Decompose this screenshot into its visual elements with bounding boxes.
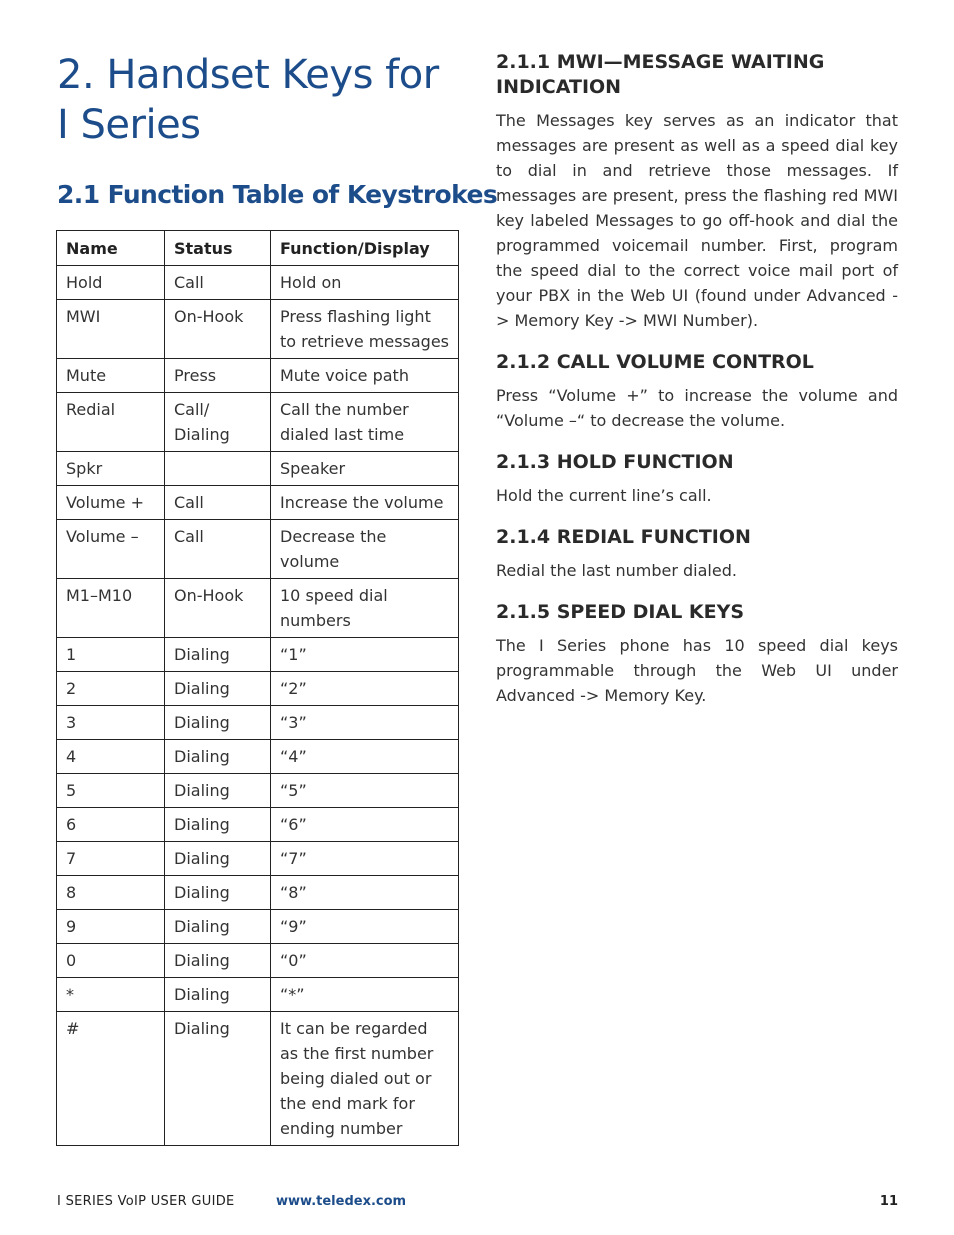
table-row — [57, 1012, 459, 1146]
cell-function: Decrease the volume — [271, 520, 459, 579]
table-row — [57, 706, 459, 740]
cell-name: 9 — [57, 910, 165, 944]
cell-name: 1 — [57, 638, 165, 672]
cell-name: 2 — [57, 672, 165, 706]
subsection-speed-dial — [496, 600, 898, 708]
cell-function: “5” — [271, 774, 459, 808]
subsection-body: The Messages key serves as an indicator that messages are present as well as a speed dial key to dial in and retrieve those messages. If messages are present, press the flashing red MWI key labeled Messages to go off-hook and dial the programmed voicemail number. First, program the speed dial to the correct voice mail port of your PBX in the Web UI (found under Advanced -> Memory Key -> MWI Number). — [496, 111, 898, 330]
cell-status: Dialing — [165, 876, 271, 910]
cell-name: Volume + — [57, 486, 165, 520]
cell-name: # — [57, 1012, 165, 1146]
subsection-heading: 2.1.2 CALL VOLUME CONTROL — [496, 351, 814, 373]
cell-function: Press flashing light to retrieve messages — [271, 300, 459, 359]
subsection-heading: 2.1.4 REDIAL FUNCTION — [496, 526, 751, 548]
cell-status: Call/ Dialing — [165, 393, 271, 452]
cell-name: 7 — [57, 842, 165, 876]
cell-name: MWI — [57, 300, 165, 359]
table-row — [57, 740, 459, 774]
cell-function: “*” — [271, 978, 459, 1012]
cell-name: 8 — [57, 876, 165, 910]
cell-status: Dialing — [165, 910, 271, 944]
page-footer — [57, 1194, 898, 1214]
subsection-call-volume — [496, 350, 898, 433]
cell-function: “2” — [271, 672, 459, 706]
table-header-row — [57, 231, 459, 266]
table-row — [57, 944, 459, 978]
cell-status: On-Hook — [165, 579, 271, 638]
table-row — [57, 774, 459, 808]
cell-function: Speaker — [271, 452, 459, 486]
cell-name: Volume – — [57, 520, 165, 579]
cell-function: “3” — [271, 706, 459, 740]
subsection-redial — [496, 525, 898, 583]
subsection-body: The I Series phone has 10 speed dial keys programmable through the Web UI under Advanced -> Memory Key. — [496, 636, 898, 705]
cell-name: * — [57, 978, 165, 1012]
cell-function: Mute voice path — [271, 359, 459, 393]
subsection-mwi — [496, 50, 898, 333]
subsection-body: Redial the last number dialed. — [496, 561, 737, 580]
cell-status — [165, 452, 271, 486]
cell-name: M1–M10 — [57, 579, 165, 638]
column-header-function: Function/Display — [271, 231, 459, 266]
cell-status: Dialing — [165, 740, 271, 774]
page-number: 11 — [879, 1194, 898, 1209]
cell-name: 0 — [57, 944, 165, 978]
table-row — [57, 393, 459, 452]
cell-function: It can be regarded as the first number being dialed out or the end mark for ending number — [271, 1012, 459, 1146]
table-row — [57, 486, 459, 520]
table-row — [57, 672, 459, 706]
cell-name: Spkr — [57, 452, 165, 486]
table-row — [57, 978, 459, 1012]
cell-name: Mute — [57, 359, 165, 393]
table-body — [57, 266, 459, 1146]
cell-name: Hold — [57, 266, 165, 300]
table-row — [57, 638, 459, 672]
right-column — [496, 50, 898, 725]
page-title-line-1: 2. Handset Keys for — [57, 52, 439, 98]
table-row — [57, 266, 459, 300]
table-row — [57, 579, 459, 638]
footer-guide-title: I SERIES VoIP USER GUIDE — [57, 1194, 235, 1209]
cell-function: “9” — [271, 910, 459, 944]
cell-status: On-Hook — [165, 300, 271, 359]
footer-url[interactable]: www.teledex.com — [276, 1194, 407, 1209]
table-row — [57, 359, 459, 393]
cell-status: Dialing — [165, 978, 271, 1012]
cell-status: Dialing — [165, 774, 271, 808]
cell-name: 5 — [57, 774, 165, 808]
column-header-name: Name — [57, 231, 165, 266]
page-title — [57, 50, 439, 150]
cell-status: Dialing — [165, 638, 271, 672]
cell-function: Call the number dialed last time — [271, 393, 459, 452]
cell-function: “0” — [271, 944, 459, 978]
cell-function: “4” — [271, 740, 459, 774]
subsection-heading: 2.1.1 MWI—MESSAGE WAITING INDICATION — [496, 51, 825, 98]
keystroke-table — [56, 230, 459, 1146]
cell-status: Call — [165, 266, 271, 300]
table-row — [57, 910, 459, 944]
table-row — [57, 452, 459, 486]
table-row — [57, 300, 459, 359]
cell-function: Hold on — [271, 266, 459, 300]
cell-status: Dialing — [165, 672, 271, 706]
column-header-status: Status — [165, 231, 271, 266]
cell-status: Call — [165, 520, 271, 579]
cell-name: 4 — [57, 740, 165, 774]
table-row — [57, 520, 459, 579]
cell-status: Dialing — [165, 706, 271, 740]
subsection-body: Hold the current line’s call. — [496, 486, 712, 505]
cell-function: “7” — [271, 842, 459, 876]
cell-name: 6 — [57, 808, 165, 842]
table-row — [57, 876, 459, 910]
cell-name: 3 — [57, 706, 165, 740]
cell-function: “8” — [271, 876, 459, 910]
cell-status: Press — [165, 359, 271, 393]
subsection-hold — [496, 450, 898, 508]
cell-status: Dialing — [165, 808, 271, 842]
cell-function: “6” — [271, 808, 459, 842]
subsection-heading: 2.1.5 SPEED DIAL KEYS — [496, 601, 745, 623]
page-title-line-2: I Series — [57, 102, 201, 148]
table-row — [57, 808, 459, 842]
table-row — [57, 842, 459, 876]
section-title: 2.1 Function Table of Keystrokes — [57, 180, 498, 209]
cell-status: Dialing — [165, 1012, 271, 1146]
cell-function: 10 speed dial numbers — [271, 579, 459, 638]
cell-status: Dialing — [165, 842, 271, 876]
cell-status: Dialing — [165, 944, 271, 978]
cell-function: “1” — [271, 638, 459, 672]
cell-status: Call — [165, 486, 271, 520]
subsection-heading: 2.1.3 HOLD FUNCTION — [496, 451, 734, 473]
cell-name: Redial — [57, 393, 165, 452]
cell-function: Increase the volume — [271, 486, 459, 520]
subsection-body: Press “Volume +” to increase the volume and “Volume –“ to decrease the volume. — [496, 386, 898, 430]
